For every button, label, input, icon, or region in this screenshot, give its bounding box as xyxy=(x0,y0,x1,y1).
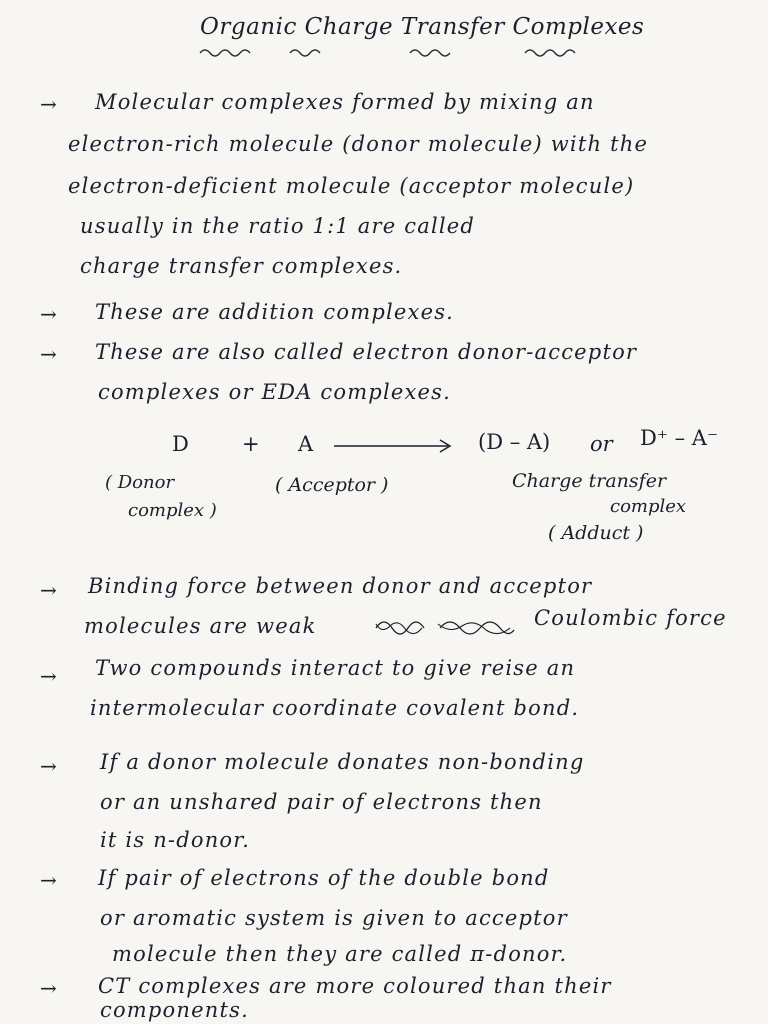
acceptor-symbol: A xyxy=(298,432,314,456)
bullet-arrow: → xyxy=(40,868,57,892)
point-6-line-3: it is n-donor. xyxy=(100,828,251,852)
point-1-line-5: charge transfer complexes. xyxy=(80,254,403,278)
bullet-arrow: → xyxy=(40,976,57,1000)
bullet-arrow: → xyxy=(40,92,57,116)
product-complex: (D – A) xyxy=(478,430,551,454)
point-5-line-2: intermolecular coordinate covalent bond. xyxy=(90,696,580,720)
point-8-line-1: CT complexes are more coloured than their xyxy=(98,974,612,998)
reaction-arrow xyxy=(330,436,460,456)
point-6-line-2: or an unshared pair of electrons then xyxy=(100,790,543,814)
point-4-line-3: Coulombic force xyxy=(534,606,727,630)
ion-pair: D⁺ – A⁻ xyxy=(640,426,719,450)
donor-label-line-2: complex ) xyxy=(128,500,217,521)
point-3-line-1: These are also called electron donor-acceptor xyxy=(95,340,638,364)
product-label-line-2: complex xyxy=(610,496,687,517)
point-1-line-4: usually in the ratio 1:1 are called xyxy=(80,214,476,238)
or-word: or xyxy=(590,432,613,456)
bullet-arrow: → xyxy=(40,302,57,326)
point-1-line-1: Molecular complexes formed by mixing an xyxy=(95,90,595,114)
page-title: Organic Charge Transfer Complexes xyxy=(200,14,645,40)
point-1-line-2: electron-rich molecule (donor molecule) with the xyxy=(68,132,649,156)
acceptor-label: ( Acceptor ) xyxy=(275,474,389,496)
point-2-line-1: These are addition complexes. xyxy=(95,300,455,324)
bullet-arrow: → xyxy=(40,342,57,366)
point-7-line-2: or aromatic system is given to acceptor xyxy=(100,906,568,930)
product-label-line-1: Charge transfer xyxy=(512,470,667,492)
title-underline xyxy=(195,46,635,60)
bullet-arrow: → xyxy=(40,578,57,602)
product-label-line-3: ( Adduct ) xyxy=(548,522,644,544)
point-7-line-1: If pair of electrons of the double bond xyxy=(98,866,550,890)
bullet-arrow: → xyxy=(40,664,57,688)
point-7-line-3: molecule then they are called π-donor. xyxy=(112,942,568,966)
donor-label-line-1: ( Donor xyxy=(105,472,175,493)
crossed-out-scribble xyxy=(372,614,522,640)
point-5-line-1: Two compounds interact to give reise an xyxy=(95,656,576,680)
point-6-line-1: If a donor molecule donates non-bonding xyxy=(100,750,585,774)
point-4-line-1: Binding force between donor and acceptor xyxy=(88,574,593,598)
point-4-line-2: molecules are weak xyxy=(84,614,317,638)
point-3-line-2: complexes or EDA complexes. xyxy=(98,380,452,404)
point-1-line-3: electron-deficient molecule (acceptor molecule) xyxy=(68,174,635,198)
point-8-line-2: components. xyxy=(100,998,249,1022)
bullet-arrow: → xyxy=(40,754,57,778)
plus-sign: + xyxy=(242,432,260,456)
donor-symbol: D xyxy=(172,432,189,456)
